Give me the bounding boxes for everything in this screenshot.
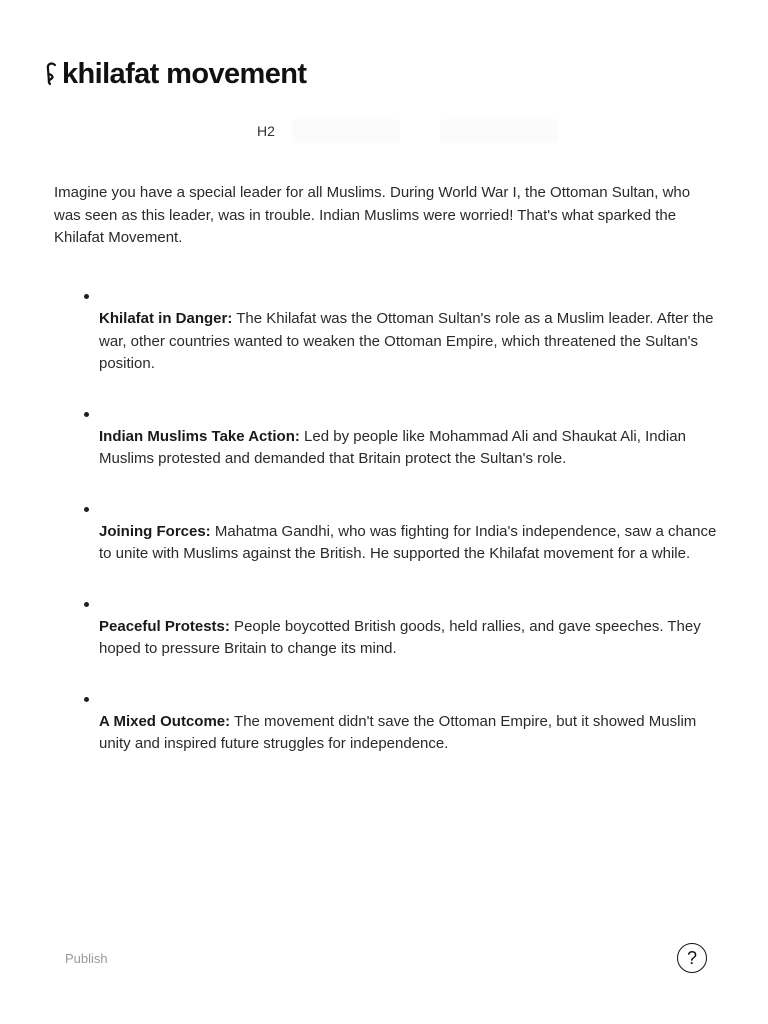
- list-item-text: Led by people like Mohammad Ali and Shaukat Ali, Indian Muslims protested and demanded that Britain protect the Sultan's role.: [99, 427, 686, 467]
- list-item[interactable]: [0, 501, 768, 566]
- bullet-dot-icon: [84, 697, 89, 702]
- question-mark-icon: ?: [686, 947, 697, 968]
- list-item[interactable]: [0, 406, 768, 471]
- intro-paragraph[interactable]: Imagine you have a special leader for all Muslims. During World War I, the Ottoman Sultan, who was seen as this leader, was in trouble. Indian Muslims were worried! That's what sparked the Khilafat Movement.: [54, 184, 691, 246]
- bullet-list: [0, 288, 768, 786]
- toolbar-empty-slot[interactable]: [440, 119, 558, 143]
- page-header: [44, 56, 306, 92]
- list-item-text: The Khilafat was the Ottoman Sultan's role as a Muslim leader. After the war, other countries wanted to weaken the Ottoman Empire, which threatened the Sultan's position.: [99, 310, 714, 372]
- bullet-dot-icon: [84, 602, 89, 607]
- list-item-text: The movement didn't save the Ottoman Empire, but it showed Muslim unity and inspired future struggles for independence.: [99, 712, 697, 752]
- list-item-heading: Khilafat in Danger:: [99, 310, 233, 327]
- page-title[interactable]: khilafat movement: [62, 58, 307, 90]
- heading-2-button[interactable]: H2: [257, 123, 275, 139]
- toolbar-empty-slot[interactable]: [292, 119, 400, 143]
- help-button[interactable]: [677, 943, 707, 973]
- publish-button[interactable]: Publish: [65, 951, 108, 966]
- list-item[interactable]: [0, 691, 768, 756]
- list-item-heading: Peaceful Protests:: [99, 617, 230, 635]
- list-item-text: People boycotted British goods, held rallies, and gave speeches. They hoped to pressure Britain to change its mind.: [99, 617, 701, 657]
- format-toolbar: [248, 118, 558, 144]
- list-item-heading: Joining Forces:: [99, 522, 211, 540]
- list-item[interactable]: [0, 596, 768, 661]
- list-item-heading: A Mixed Outcome:: [99, 712, 231, 730]
- list-item-text: Mahatma Gandhi, who was fighting for India's independence, saw a chance to unite with Muslims against the British. He supported the Khilafat movement for a while.: [99, 522, 717, 562]
- bullet-dot-icon: [84, 412, 89, 417]
- list-item-heading: Indian Muslims Take Action:: [99, 427, 300, 445]
- list-item[interactable]: [0, 288, 768, 376]
- quill-hook-icon: [44, 60, 60, 92]
- bullet-dot-icon: [84, 507, 89, 512]
- bullet-dot-icon: [84, 294, 89, 299]
